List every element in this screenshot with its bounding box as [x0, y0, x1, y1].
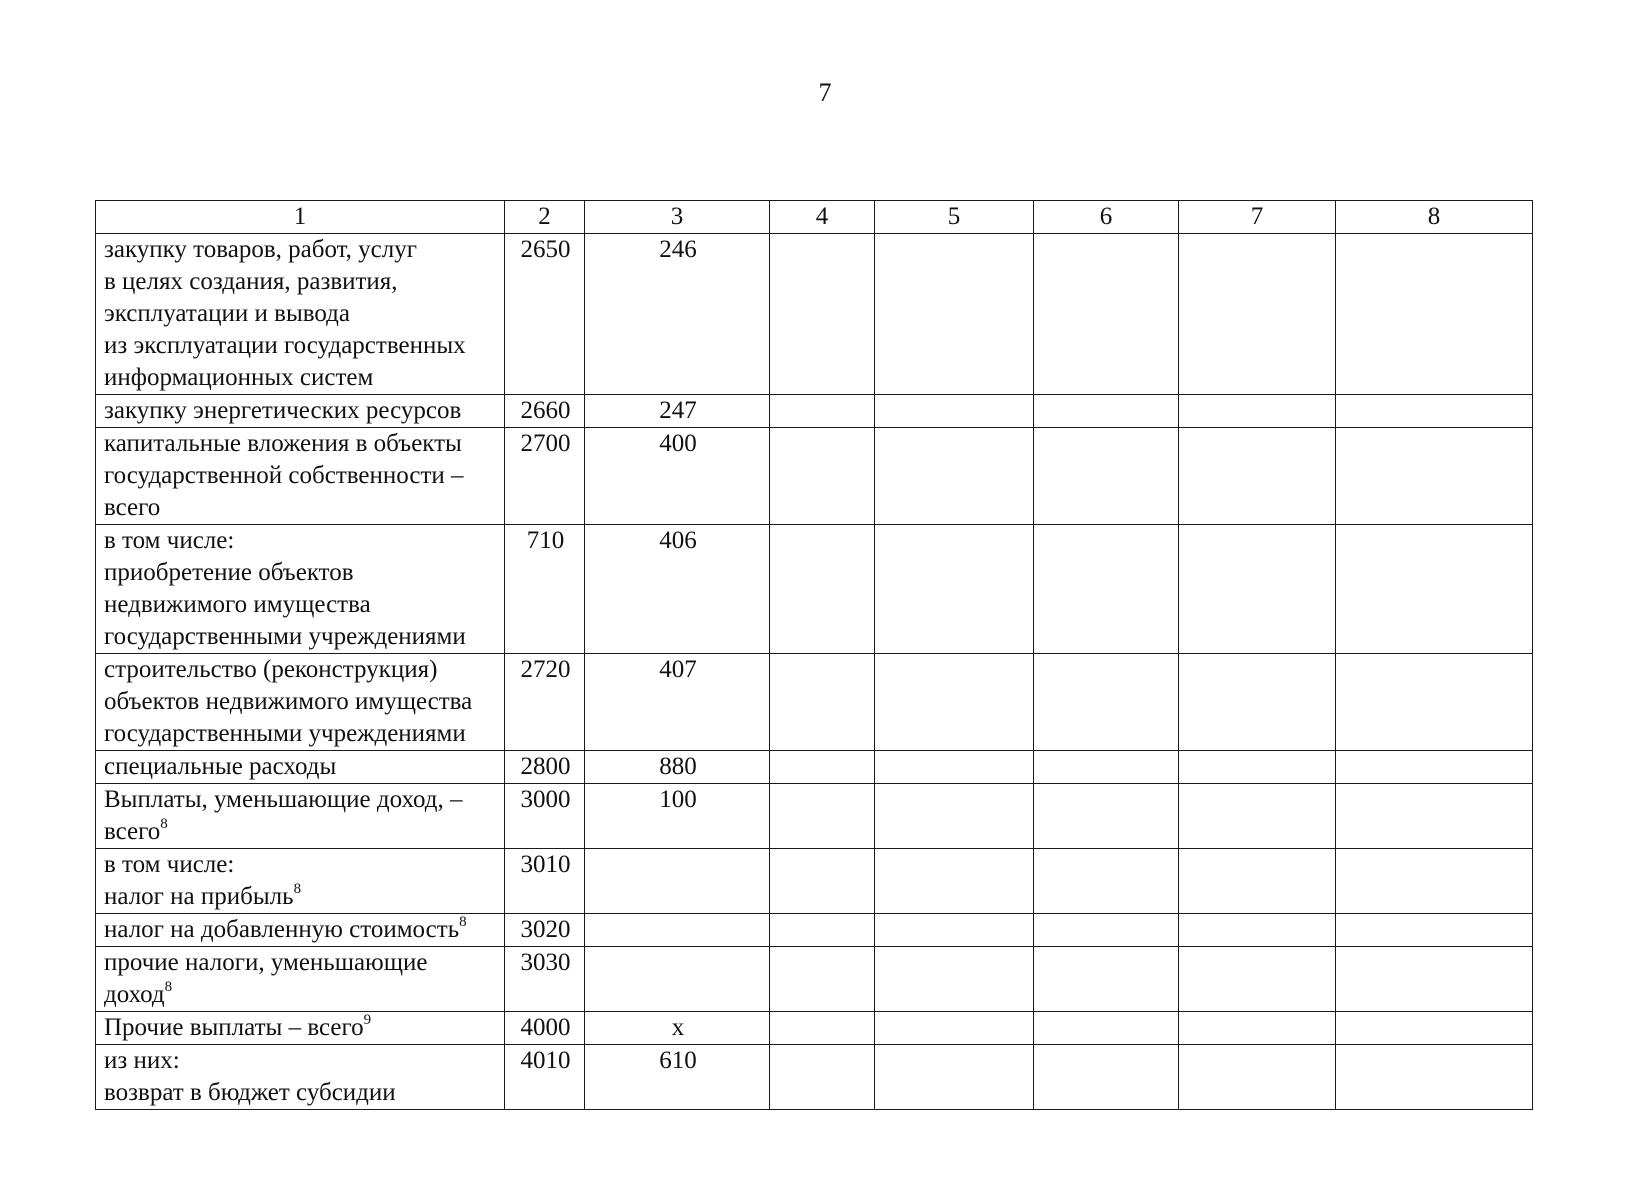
empty-cell — [1179, 849, 1336, 914]
empty-cell — [875, 428, 1034, 525]
empty-cell — [1179, 395, 1336, 428]
empty-cell — [1034, 234, 1179, 395]
budget-table — [95, 200, 1533, 1110]
empty-cell — [1179, 1012, 1336, 1045]
empty-cell — [1179, 914, 1336, 947]
row-code: 2660 — [505, 395, 585, 428]
row-col3: 100 — [585, 784, 770, 849]
row-name: капитальные вложения в объекты государственной собственности – всего — [104, 430, 464, 521]
empty-cell — [770, 1045, 875, 1110]
row-code: 4010 — [505, 1045, 585, 1110]
empty-cell — [1179, 751, 1336, 784]
footnote-marker: 8 — [293, 880, 302, 897]
table-row — [96, 1012, 1533, 1045]
row-col3 — [585, 849, 770, 914]
footnote-marker: 8 — [164, 978, 173, 995]
row-code: 2720 — [505, 654, 585, 751]
row-code: 710 — [505, 525, 585, 654]
empty-cell — [1179, 1045, 1336, 1110]
empty-cell — [1336, 525, 1533, 654]
column-header: 5 — [875, 201, 1034, 234]
row-col3 — [585, 947, 770, 1012]
empty-cell — [1179, 784, 1336, 849]
empty-cell — [1034, 914, 1179, 947]
empty-cell — [875, 914, 1034, 947]
empty-cell — [875, 751, 1034, 784]
empty-cell — [1336, 914, 1533, 947]
column-header: 1 — [96, 201, 505, 234]
column-header: 6 — [1034, 201, 1179, 234]
row-code: 3030 — [505, 947, 585, 1012]
footnote-marker: 8 — [459, 913, 467, 930]
empty-cell — [1034, 395, 1179, 428]
row-name: строительство (реконструкция) объектов недвижимого имущества государственными учреждениями — [104, 656, 473, 747]
empty-cell — [875, 654, 1034, 751]
table-row — [96, 654, 1533, 751]
row-name-cell — [96, 784, 505, 849]
row-name-cell — [96, 914, 505, 947]
header-row — [96, 201, 1533, 234]
row-name: прочие налоги, уменьшающие доход — [104, 949, 428, 1008]
row-code: 3010 — [505, 849, 585, 914]
empty-cell — [770, 784, 875, 849]
row-code: 2650 — [505, 234, 585, 395]
row-name: налог на добавленную стоимость — [104, 916, 460, 943]
empty-cell — [875, 849, 1034, 914]
table-row — [96, 849, 1533, 914]
table-row — [96, 234, 1533, 395]
empty-cell — [1034, 1045, 1179, 1110]
row-col3: 406 — [585, 525, 770, 654]
empty-cell — [1336, 784, 1533, 849]
row-code: 3020 — [505, 914, 585, 947]
empty-cell — [875, 1012, 1034, 1045]
row-name: специальные расходы — [104, 753, 337, 780]
empty-cell — [770, 234, 875, 395]
empty-cell — [875, 525, 1034, 654]
empty-cell — [1336, 428, 1533, 525]
table-row — [96, 784, 1533, 849]
row-name: Прочие выплаты – всего — [104, 1014, 364, 1041]
row-name-cell — [96, 654, 505, 751]
table-row — [96, 525, 1533, 654]
empty-cell — [875, 1045, 1034, 1110]
row-col3: х — [585, 1012, 770, 1045]
empty-cell — [1336, 1045, 1533, 1110]
footnote-marker: 9 — [363, 1011, 372, 1028]
row-col3: 880 — [585, 751, 770, 784]
row-col3: 246 — [585, 234, 770, 395]
column-header: 7 — [1179, 201, 1336, 234]
row-name: в том числе: приобретение объектов недвижимого имущества государственными учреждениями — [104, 527, 466, 650]
empty-cell — [770, 654, 875, 751]
table-row — [96, 1045, 1533, 1110]
row-code: 3000 — [505, 784, 585, 849]
empty-cell — [770, 914, 875, 947]
column-header: 4 — [770, 201, 875, 234]
row-name: в том числе: налог на прибыль — [104, 851, 294, 910]
empty-cell — [1336, 751, 1533, 784]
row-name: закупку энергетических ресурсов — [104, 397, 462, 424]
empty-cell — [875, 234, 1034, 395]
table-row — [96, 395, 1533, 428]
page-number: 7 — [818, 78, 832, 107]
row-code: 4000 — [505, 1012, 585, 1045]
row-name-cell — [96, 234, 505, 395]
table-body — [96, 234, 1533, 1110]
empty-cell — [1179, 947, 1336, 1012]
row-name-cell — [96, 947, 505, 1012]
table-row — [96, 914, 1533, 947]
empty-cell — [770, 1012, 875, 1045]
column-header: 8 — [1336, 201, 1533, 234]
empty-cell — [770, 428, 875, 525]
row-name: из них: возврат в бюджет субсидии — [104, 1047, 396, 1106]
empty-cell — [1336, 849, 1533, 914]
empty-cell — [770, 849, 875, 914]
row-name-cell — [96, 428, 505, 525]
empty-cell — [1336, 395, 1533, 428]
row-col3 — [585, 914, 770, 947]
row-code: 2700 — [505, 428, 585, 525]
table-row — [96, 947, 1533, 1012]
row-col3: 247 — [585, 395, 770, 428]
row-col3: 407 — [585, 654, 770, 751]
row-col3: 400 — [585, 428, 770, 525]
empty-cell — [1034, 947, 1179, 1012]
empty-cell — [1034, 428, 1179, 525]
column-header: 3 — [585, 201, 770, 234]
empty-cell — [1336, 234, 1533, 395]
empty-cell — [1034, 525, 1179, 654]
row-name-cell — [96, 525, 505, 654]
row-name: Выплаты, уменьшающие доход, – всего — [104, 786, 463, 845]
empty-cell — [1179, 234, 1336, 395]
row-name-cell — [96, 1045, 505, 1110]
empty-cell — [1336, 654, 1533, 751]
empty-cell — [1034, 784, 1179, 849]
empty-cell — [770, 525, 875, 654]
empty-cell — [1336, 1012, 1533, 1045]
footnote-marker: 8 — [160, 815, 168, 832]
row-code: 2800 — [505, 751, 585, 784]
empty-cell — [1179, 654, 1336, 751]
empty-cell — [875, 395, 1034, 428]
row-name: закупку товаров, работ, услуг в целях создания, развития, эксплуатации и вывода из эксплуатации государственных информационных систем — [104, 236, 466, 391]
row-name-cell — [96, 751, 505, 784]
empty-cell — [875, 947, 1034, 1012]
row-col3: 610 — [585, 1045, 770, 1110]
column-header: 2 — [505, 201, 585, 234]
empty-cell — [1179, 525, 1336, 654]
table-row — [96, 428, 1533, 525]
empty-cell — [770, 395, 875, 428]
empty-cell — [875, 784, 1034, 849]
empty-cell — [1034, 849, 1179, 914]
empty-cell — [1034, 751, 1179, 784]
empty-cell — [1179, 428, 1336, 525]
row-name-cell — [96, 849, 505, 914]
empty-cell — [1034, 654, 1179, 751]
empty-cell — [770, 751, 875, 784]
table-row — [96, 751, 1533, 784]
row-name-cell — [96, 395, 505, 428]
empty-cell — [770, 947, 875, 1012]
empty-cell — [1034, 1012, 1179, 1045]
empty-cell — [1336, 947, 1533, 1012]
row-name-cell — [96, 1012, 505, 1045]
